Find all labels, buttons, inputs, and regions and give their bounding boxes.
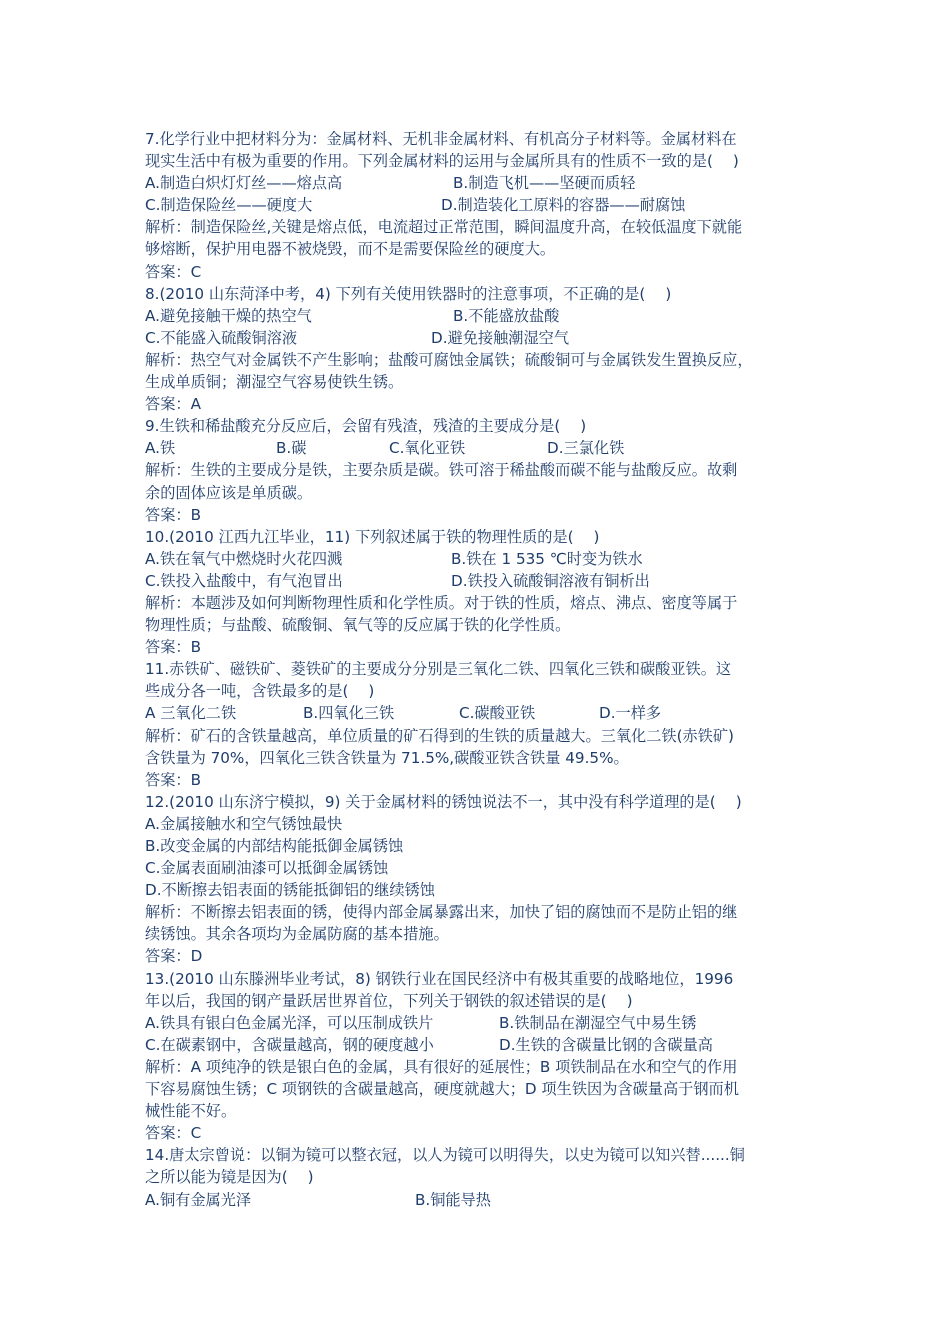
q13-option-b: B.铁制品在潮湿空气中易生锈 xyxy=(499,1013,697,1032)
q11-option-c: C.碳酸亚铁 xyxy=(459,704,536,723)
q9-option-c: C.氧化亚铁 xyxy=(389,439,466,458)
q9-stem-line-1: 9.生铁和稀盐酸充分反应后，会留有残渣，残渣的主要成分是( ) xyxy=(145,417,587,436)
q10-options-cd xyxy=(145,570,810,592)
q8-option-b: B.不能盛放盐酸 xyxy=(453,306,560,325)
q11-answer: 答案：B xyxy=(145,770,201,789)
q7-option-d: D.制造装化工原料的容器——耐腐蚀 xyxy=(441,196,686,215)
q7-option-a: A.制造白炽灯灯丝——熔点高 xyxy=(145,174,343,193)
q10-options-ab xyxy=(145,548,810,570)
q13-explanation-line-1: 解析：A 项纯净的铁是银白色的金属，具有很好的延展性；B 项铁制品在水和空气的作用 xyxy=(145,1057,738,1076)
q10-explanation-line-1: 解析：本题涉及如何判断物理性质和化学性质。对于铁的性质，熔点、沸点、密度等属于 xyxy=(145,593,738,612)
q11-options xyxy=(145,702,810,724)
q10-option-c: C.铁投入盐酸中，有气泡冒出 xyxy=(145,571,343,590)
q7-explanation-line-2: 够熔断，保护用电器不被烧毁，而不是需要保险丝的硬度大。 xyxy=(145,240,556,259)
q13-options-cd xyxy=(145,1034,810,1056)
q10-stem-line-1: 10.(2010 江西九江毕业，11) 下列叙述属于铁的物理性质的是( ) xyxy=(145,527,600,546)
q10-explanation-line-2: 物理性质；与盐酸、硫酸铜、氧气等的反应属于铁的化学性质。 xyxy=(145,616,571,635)
q13-explanation-line-3: 械性能不好。 xyxy=(145,1102,237,1121)
q13-explanation-line-2: 下容易腐蚀生锈；C 项钢铁的含碳量越高，硬度就越大；D 项生铁因为含碳量高于钢而机 xyxy=(145,1080,739,1099)
q8-options-cd xyxy=(145,327,810,349)
q7-options-ab xyxy=(145,172,810,194)
q9-option-d: D.三氯化铁 xyxy=(547,439,625,458)
q13-option-d: D.生铁的含碳量比钢的含碳量高 xyxy=(499,1035,713,1054)
q14-option-a: A.铜有金属光泽 xyxy=(145,1190,252,1209)
q8-option-d: D.避免接触潮湿空气 xyxy=(431,328,570,347)
q13-option-c: C.在碳素钢中，含碳量越高，钢的硬度越小 xyxy=(145,1035,434,1054)
q12-answer: 答案：D xyxy=(145,947,203,966)
q12-option-c: C.金属表面刷油漆可以抵御金属锈蚀 xyxy=(145,859,389,878)
q14-options-ab xyxy=(145,1189,810,1211)
q10-option-d: D.铁投入硫酸铜溶液有铜析出 xyxy=(451,571,650,590)
q9-options xyxy=(145,437,810,459)
q13-stem-line-2: 年以后，我国的钢产量跃居世界首位，下列关于钢铁的叙述错误的是( ) xyxy=(145,991,633,1010)
q7-explanation-line-1: 解析：制造保险丝,关键是熔点低，电流超过正常范围，瞬间温度升高，在较低温度下就能 xyxy=(145,218,743,237)
q12-option-a: A.金属接触水和空气锈蚀最快 xyxy=(145,814,343,833)
document-page xyxy=(145,128,810,1211)
q7-answer: 答案：C xyxy=(145,262,202,281)
q9-explanation-line-2: 余的固体应该是单质碳。 xyxy=(145,483,313,502)
q9-option-a: A.铁 xyxy=(145,439,176,458)
q8-explanation-line-2: 生成单质铜；潮湿空气容易使铁生锈。 xyxy=(145,373,404,392)
q11-option-b: B.四氧化三铁 xyxy=(303,704,395,723)
q11-option-d: D.一样多 xyxy=(599,704,662,723)
q8-option-c: C.不能盛入硫酸铜溶液 xyxy=(145,328,298,347)
q9-answer: 答案：B xyxy=(145,505,201,524)
q14-stem-line-2: 之所以能为镜是因为( ) xyxy=(145,1168,314,1187)
q12-option-d: D.不断擦去铝表面的锈能抵御铝的继续锈蚀 xyxy=(145,881,435,900)
q13-stem-line-1: 13.(2010 山东滕洲毕业考试，8) 钢铁行业在国民经济中有极其重要的战略地位，1996 xyxy=(145,969,734,988)
q13-answer: 答案：C xyxy=(145,1124,202,1143)
q11-explanation-line-1: 解析：矿石的含铁量越高，单位质量的矿石得到的生铁的质量越大。三氧化二铁(赤铁矿) xyxy=(145,726,734,745)
q11-stem-line-2: 些成分各一吨，含铁最多的是( ) xyxy=(145,682,375,701)
q7-options-cd xyxy=(145,194,810,216)
q7-option-b: B.制造飞机——坚硬而质轻 xyxy=(453,174,636,193)
q9-explanation-line-1: 解析：生铁的主要成分是铁，主要杂质是碳。铁可溶于稀盐酸而碳不能与盐酸反应。故剩 xyxy=(145,461,738,480)
q10-answer: 答案：B xyxy=(145,638,201,657)
q13-option-a: A.铁具有银白色金属光泽，可以压制成铁片 xyxy=(145,1013,434,1032)
q12-option-b: B.改变金属的内部结构能抵御金属锈蚀 xyxy=(145,837,404,855)
q13-options-ab xyxy=(145,1012,810,1034)
q8-options-ab xyxy=(145,305,810,327)
q7-option-c: C.制造保险丝——硬度大 xyxy=(145,196,313,215)
q11-explanation-line-2: 含铁量为 70%，四氧化三铁含铁量为 71.5%,碳酸亚铁含铁量 49.5%。 xyxy=(145,748,629,767)
q10-option-b: B.铁在 1 535 ℃时变为铁水 xyxy=(451,549,643,568)
q12-explanation-line-1: 解析：不断擦去铝表面的锈，使得内部金属暴露出来，加快了铝的腐蚀而不是防止铝的继 xyxy=(145,903,738,922)
q8-explanation-line-1: 解析：热空气对金属铁不产生影响；盐酸可腐蚀金属铁；硫酸铜可与金属铁发生置换反应， xyxy=(145,350,753,369)
q8-option-a: A.避免接触干燥的热空气 xyxy=(145,306,312,325)
q12-stem-line-1: 12.(2010 山东济宁模拟，9) 关于金属材料的锈蚀说法不一，其中没有科学道理的是( ) xyxy=(145,792,742,811)
q11-option-a: A 三氧化二铁 xyxy=(145,704,237,723)
q7-stem-line-1: 7.化学行业中把材料分为：金属材料、无机非金属材料、有机高分子材料等。金属材料在 xyxy=(145,130,737,148)
q12-explanation-line-2: 续锈蚀。其余各项均为金属防腐的基本措施。 xyxy=(145,925,449,944)
q10-option-a: A.铁在氧气中燃烧时火花四溅 xyxy=(145,549,343,568)
q11-stem-line-1: 11.赤铁矿、磁铁矿、菱铁矿的主要成分分别是三氧化二铁、四氧化三铁和碳酸亚铁。这 xyxy=(145,660,732,679)
q7-stem-line-2: 现实生活中有极为重要的作用。下列金属材料的运用与金属所具有的性质不一致的是( ) xyxy=(145,152,739,171)
q14-stem-line-1: 14.唐太宗曾说：以铜为镜可以整衣冠，以人为镜可以明得失，以史为镜可以知兴替......铜 xyxy=(145,1146,745,1165)
q9-option-b: B.碳 xyxy=(276,439,307,458)
q8-stem-line-1: 8.(2010 山东菏泽中考，4) 下列有关使用铁器时的注意事项，不正确的是( ) xyxy=(145,284,672,303)
q14-option-b: B.铜能导热 xyxy=(415,1190,491,1209)
q8-answer: 答案：A xyxy=(145,395,201,414)
